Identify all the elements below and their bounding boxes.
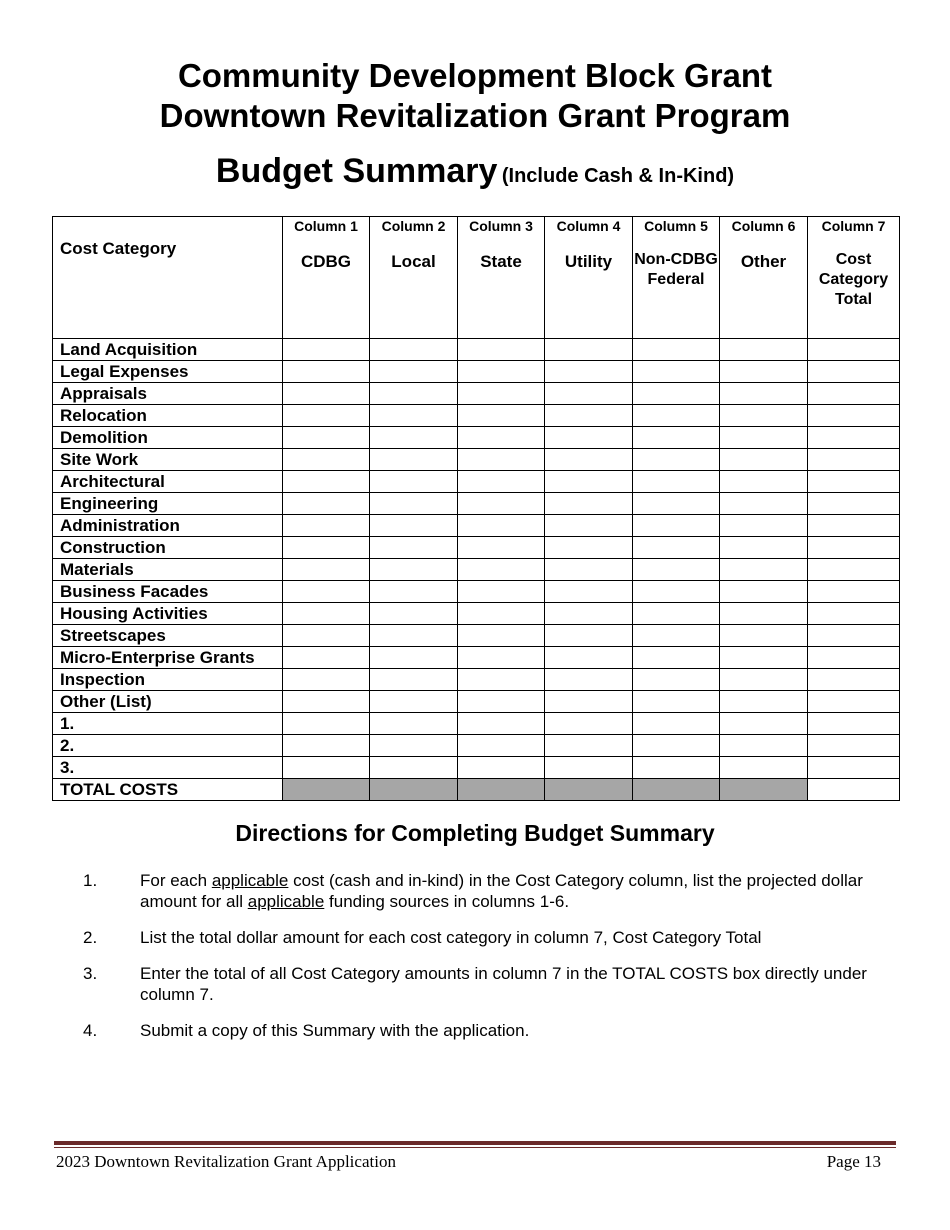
shaded-cell-col-4 [545,779,633,801]
amount-cell-col-2[interactable] [370,625,458,647]
column-name: State [480,252,522,271]
amount-cell-col-5[interactable] [633,515,720,537]
amount-cell-col-7[interactable] [808,581,900,603]
cost-category-label: 2. [53,735,283,757]
amount-cell-col-7[interactable] [808,537,900,559]
amount-cell-col-5[interactable] [633,669,720,691]
amount-cell-col-4[interactable] [545,713,633,735]
amount-cell-col-4[interactable] [545,361,633,383]
cost-category-label: Administration [53,515,283,537]
direction-text [140,964,867,1004]
amount-cell-col-1[interactable] [283,735,370,757]
amount-cell-col-3[interactable] [458,471,545,493]
column-number: Column 7 [821,218,886,234]
cost-category-label: Construction [53,537,283,559]
column-number: Column 2 [381,218,446,234]
amount-cell-col-1[interactable] [283,559,370,581]
amount-cell-col-6[interactable] [720,647,808,669]
amount-cell-col-6[interactable] [720,691,808,713]
amount-cell-col-7[interactable] [808,471,900,493]
table-header-row [53,217,900,339]
direction-text-segment: funding sources in columns 1-6. [324,892,570,911]
amount-cell-col-3[interactable] [458,691,545,713]
amount-cell-col-4[interactable] [545,405,633,427]
shaded-cell-col-2 [370,779,458,801]
table-body [53,339,900,801]
amount-cell-col-7[interactable] [808,449,900,471]
amount-cell-col-6[interactable] [720,669,808,691]
amount-cell-col-3[interactable] [458,449,545,471]
amount-cell-col-1[interactable] [283,449,370,471]
direction-text-segment: cost (cash and in-kind) in the Cost Category column, list the projected dollar amount for all [140,871,863,911]
amount-cell-col-4[interactable] [545,493,633,515]
direction-text-segment: Submit a copy of this Summary with the application. [140,1021,530,1040]
amount-cell-col-2[interactable] [370,405,458,427]
direction-text [140,928,761,947]
amount-cell-col-5[interactable] [633,735,720,757]
budget-summary-heading [0,152,950,191]
amount-cell-col-1[interactable] [283,383,370,405]
cost-category-label: Architectural [53,471,283,493]
amount-cell-col-5[interactable] [633,405,720,427]
amount-cell-col-1[interactable] [283,471,370,493]
direction-item [83,870,898,912]
amount-cell-col-2[interactable] [370,735,458,757]
amount-cell-col-2[interactable] [370,383,458,405]
column-number: Column 3 [469,218,533,234]
direction-item [83,1020,898,1041]
column-number: Column 4 [556,218,621,234]
column-name: Utility [564,252,613,271]
amount-cell-col-3[interactable] [458,383,545,405]
cost-category-label: Inspection [53,669,283,691]
amount-cell-col-7[interactable] [808,339,900,361]
direction-text [140,871,863,911]
amount-cell-col-4[interactable] [545,603,633,625]
amount-cell-col-2[interactable] [370,427,458,449]
total-costs-row [53,779,900,801]
table-row [53,383,900,405]
table-row [53,625,900,647]
amount-cell-col-7[interactable] [808,647,900,669]
table-row [53,757,900,779]
amount-cell-col-1[interactable] [283,713,370,735]
amount-cell-col-6[interactable] [720,757,808,779]
direction-text-segment: Enter the total of all Cost Category amounts in column 7 in the TOTAL COSTS box directly under column 7. [140,964,867,1004]
cost-category-label: Site Work [53,449,283,471]
amount-cell-col-4[interactable] [545,449,633,471]
amount-cell-col-5[interactable] [633,559,720,581]
amount-cell-col-3[interactable] [458,735,545,757]
column-number: Column 5 [644,218,708,234]
amount-cell-col-2[interactable] [370,515,458,537]
cost-category-label: Streetscapes [53,625,283,647]
amount-cell-col-4[interactable] [545,559,633,581]
column-number: Column 6 [731,218,796,234]
amount-cell-col-7[interactable] [808,713,900,735]
table-row [53,361,900,383]
amount-cell-col-5[interactable] [633,449,720,471]
underlined-text: applicable [247,892,325,911]
amount-cell-col-3[interactable] [458,515,545,537]
amount-cell-col-6[interactable] [720,559,808,581]
column-name: CDBG [300,252,352,271]
amount-cell-col-1[interactable] [283,757,370,779]
amount-cell-col-4[interactable] [545,625,633,647]
direction-text [140,1021,529,1040]
amount-cell-col-7[interactable] [808,625,900,647]
amount-cell-col-7[interactable] [808,383,900,405]
amount-cell-col-1[interactable] [283,537,370,559]
table-row [53,647,900,669]
amount-cell-col-3[interactable] [458,559,545,581]
amount-cell-col-5[interactable] [633,427,720,449]
cost-category-label: Relocation [53,405,283,427]
amount-cell-col-6[interactable] [720,603,808,625]
budget-summary-note: (Include Cash & In-Kind) [501,165,735,187]
table-row [53,449,900,471]
direction-item [83,927,898,948]
amount-cell-col-1[interactable] [283,361,370,383]
table-row [53,405,900,427]
amount-cell-col-4[interactable] [545,669,633,691]
table-row [53,691,900,713]
direction-number: 1. [83,871,98,890]
amount-cell-col-1[interactable] [283,603,370,625]
footer-divider [54,1141,896,1145]
table-row [53,493,900,515]
table-row [53,339,900,361]
column-number: Column 1 [294,218,358,234]
amount-cell-col-6[interactable] [720,339,808,361]
amount-cell-col-2[interactable] [370,757,458,779]
amount-cell-col-1[interactable] [283,581,370,603]
amount-cell-col-7[interactable] [808,405,900,427]
amount-cell-col-6[interactable] [720,735,808,757]
page-title-line-2: Downtown Revitalization Grant Program [159,97,791,134]
amount-cell-col-2[interactable] [370,647,458,669]
amount-cell-col-1[interactable] [283,625,370,647]
column-header-3 [458,217,545,339]
amount-cell-col-3[interactable] [458,581,545,603]
direction-text-segment: List the total dollar amount for each cost category in column 7, Cost Category Total [140,928,762,947]
underlined-text: applicable [211,871,289,890]
amount-cell-col-6[interactable] [720,361,808,383]
amount-cell-col-4[interactable] [545,537,633,559]
amount-cell-col-7[interactable] [808,691,900,713]
amount-cell-col-5[interactable] [633,537,720,559]
page-number: Page 13 [826,1152,881,1171]
table-row [53,669,900,691]
amount-cell-col-7[interactable] [808,559,900,581]
shaded-cell-col-1 [283,779,370,801]
amount-cell-col-4[interactable] [545,581,633,603]
column-header-5 [633,217,720,339]
table-row [53,537,900,559]
amount-cell-col-2[interactable] [370,581,458,603]
amount-cell-col-1[interactable] [283,669,370,691]
amount-cell-col-3[interactable] [458,493,545,515]
amount-cell-col-6[interactable] [720,471,808,493]
amount-cell-col-2[interactable] [370,603,458,625]
amount-cell-col-2[interactable] [370,691,458,713]
amount-cell-col-5[interactable] [633,647,720,669]
amount-cell-col-5[interactable] [633,691,720,713]
cost-category-label: Appraisals [53,383,283,405]
cost-category-header: Cost Category [53,217,283,339]
amount-cell-col-6[interactable] [720,581,808,603]
amount-cell-col-3[interactable] [458,669,545,691]
amount-cell-col-3[interactable] [458,427,545,449]
amount-cell-col-3[interactable] [458,361,545,383]
column-name: Cost Category Total [818,251,889,308]
amount-cell-col-2[interactable] [370,361,458,383]
cost-category-label: 3. [53,757,283,779]
column-header-1 [283,217,370,339]
amount-cell-col-2[interactable] [370,471,458,493]
table-row [53,471,900,493]
amount-cell-col-1[interactable] [283,515,370,537]
amount-cell-col-4[interactable] [545,735,633,757]
amount-cell-col-6[interactable] [720,713,808,735]
direction-number: 3. [83,964,98,983]
amount-cell-col-5[interactable] [633,471,720,493]
table-row [53,559,900,581]
amount-cell-col-4[interactable] [545,383,633,405]
amount-cell-col-5[interactable] [633,757,720,779]
amount-cell-col-5[interactable] [633,493,720,515]
amount-cell-col-6[interactable] [720,449,808,471]
column-header-2 [370,217,458,339]
amount-cell-col-1[interactable] [283,691,370,713]
amount-cell-col-1[interactable] [283,647,370,669]
amount-cell-col-2[interactable] [370,493,458,515]
amount-cell-col-1[interactable] [283,493,370,515]
amount-cell-col-7[interactable] [808,669,900,691]
amount-cell-col-3[interactable] [458,537,545,559]
amount-cell-col-7[interactable] [808,735,900,757]
cost-category-label: Legal Expenses [53,361,283,383]
table-row [53,603,900,625]
shaded-cell-col-5 [633,779,720,801]
cost-category-label: Housing Activities [53,603,283,625]
cost-category-label: Micro-Enterprise Grants [53,647,283,669]
total-costs-cell[interactable] [808,779,900,801]
amount-cell-col-6[interactable] [720,383,808,405]
shaded-cell-col-3 [458,779,545,801]
amount-cell-col-7[interactable] [808,603,900,625]
directions-list [83,870,898,1056]
budget-summary-table [52,216,900,801]
amount-cell-col-5[interactable] [633,603,720,625]
column-name: Other [740,252,787,271]
direction-number: 2. [83,928,98,947]
amount-cell-col-4[interactable] [545,757,633,779]
column-header-7 [808,217,900,339]
cost-category-label: Land Acquisition [53,339,283,361]
amount-cell-col-3[interactable] [458,757,545,779]
amount-cell-col-2[interactable] [370,537,458,559]
cost-category-label: Materials [53,559,283,581]
amount-cell-col-2[interactable] [370,339,458,361]
amount-cell-col-1[interactable] [283,339,370,361]
amount-cell-col-5[interactable] [633,625,720,647]
amount-cell-col-6[interactable] [720,427,808,449]
amount-cell-col-3[interactable] [458,603,545,625]
column-header-6 [720,217,808,339]
directions-title: Directions for Completing Budget Summary [235,820,715,846]
amount-cell-col-5[interactable] [633,713,720,735]
amount-cell-col-7[interactable] [808,515,900,537]
amount-cell-col-3[interactable] [458,625,545,647]
amount-cell-col-5[interactable] [633,581,720,603]
amount-cell-col-1[interactable] [283,405,370,427]
table-row [53,427,900,449]
amount-cell-col-3[interactable] [458,405,545,427]
direction-text-segment: For each [140,871,212,890]
amount-cell-col-3[interactable] [458,713,545,735]
table-row [53,515,900,537]
cost-category-label: Demolition [53,427,283,449]
cost-category-label: Business Facades [53,581,283,603]
amount-cell-col-7[interactable] [808,757,900,779]
cost-category-label: 1. [53,713,283,735]
cost-category-label: Other (List) [53,691,283,713]
amount-cell-col-5[interactable] [633,339,720,361]
cost-category-label: Engineering [53,493,283,515]
amount-cell-col-3[interactable] [458,647,545,669]
amount-cell-col-5[interactable] [633,361,720,383]
amount-cell-col-6[interactable] [720,493,808,515]
amount-cell-col-1[interactable] [283,427,370,449]
amount-cell-col-4[interactable] [545,691,633,713]
amount-cell-col-2[interactable] [370,559,458,581]
amount-cell-col-5[interactable] [633,383,720,405]
amount-cell-col-4[interactable] [545,427,633,449]
footer-document-title: 2023 Downtown Revitalization Grant Application [56,1152,396,1171]
amount-cell-col-3[interactable] [458,339,545,361]
footer-divider-thin [54,1147,896,1148]
total-costs-label: TOTAL COSTS [53,779,283,801]
shaded-cell-col-6 [720,779,808,801]
amount-cell-col-2[interactable] [370,669,458,691]
table-row [53,581,900,603]
amount-cell-col-4[interactable] [545,471,633,493]
amount-cell-col-4[interactable] [545,515,633,537]
amount-cell-col-6[interactable] [720,537,808,559]
amount-cell-col-7[interactable] [808,427,900,449]
column-header-4 [545,217,633,339]
table-row [53,735,900,757]
amount-cell-col-2[interactable] [370,713,458,735]
direction-item [83,963,898,1005]
direction-number: 4. [83,1021,98,1040]
amount-cell-col-6[interactable] [720,515,808,537]
amount-cell-col-4[interactable] [545,647,633,669]
page-title-line-1: Community Development Block Grant [177,57,773,94]
amount-cell-col-6[interactable] [720,625,808,647]
column-name: Local [391,252,436,271]
amount-cell-col-7[interactable] [808,361,900,383]
amount-cell-col-4[interactable] [545,339,633,361]
table-row [53,713,900,735]
column-name: Non-CDBG Federal [634,251,718,288]
budget-summary-title: Budget Summary [215,152,498,190]
amount-cell-col-2[interactable] [370,449,458,471]
amount-cell-col-7[interactable] [808,493,900,515]
amount-cell-col-6[interactable] [720,405,808,427]
